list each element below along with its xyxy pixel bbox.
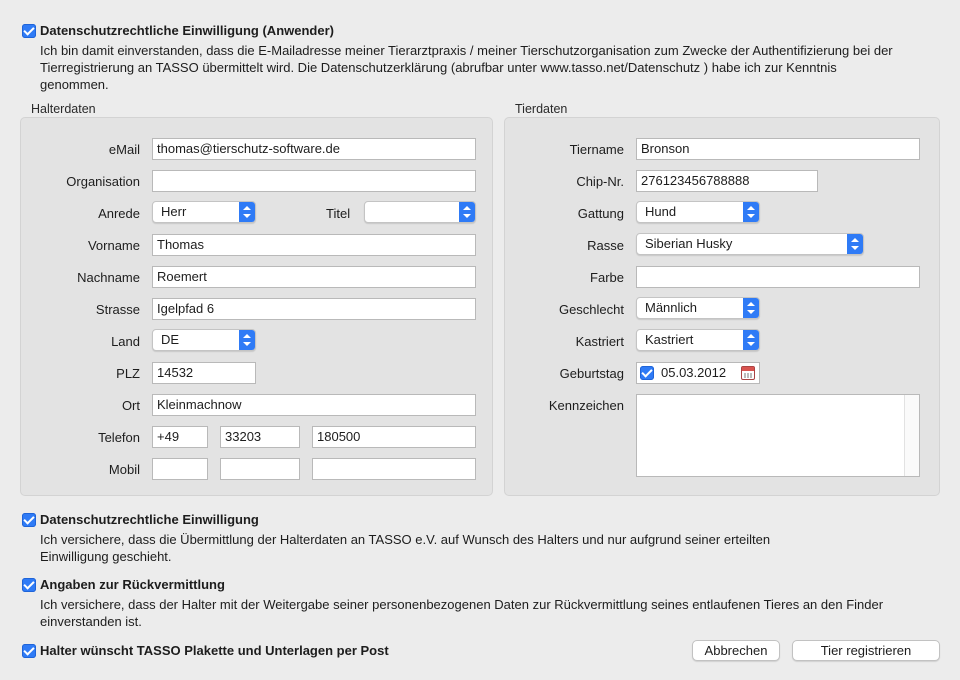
email-field[interactable]: thomas@tierschutz-software.de [152,138,476,160]
rasse-stepper-icon [847,234,863,254]
land-value: DE [161,332,180,347]
kastriert-value: Kastriert [645,332,694,347]
consent-user-text-2: Tierregistrierung an TASSO übermittelt wird. Die Datenschutzerklärung (abrufbar unter www.tasso.net/Datenschutz ) habe ich zur Kenntnis [40,60,837,75]
kastriert-stepper-icon [743,330,759,350]
mobil-label: Mobil [108,462,140,477]
rasse-value: Siberian Husky [645,236,733,251]
consent-owner-text-1: Ich versichere, dass die Übermittlung der Halterdaten an TASSO e.V. auf Wunsch des Halters und nur aufgrund seiner erteilten [40,532,771,547]
halter-group-label: Halterdaten [31,102,96,116]
geburtstag-label: Geburtstag [559,366,624,381]
titel-label: Titel [326,206,351,221]
tiername-label: Tiername [569,142,624,157]
kennzeichen-scrollbar[interactable] [904,395,919,476]
ort-label: Ort [121,398,140,413]
calendar-icon[interactable] [741,366,755,380]
telefon-label: Telefon [98,430,140,445]
farbe-field[interactable] [636,266,920,288]
telefon-number-field[interactable]: 180500 [312,426,476,448]
mobil-number-field[interactable] [312,458,476,480]
organisation-field[interactable] [152,170,476,192]
geburtstag-checkbox[interactable] [640,366,654,380]
rasse-select[interactable] [636,233,864,255]
vorname-field[interactable]: Thomas [152,234,476,256]
anrede-label: Anrede [98,206,140,221]
geschlecht-label: Geschlecht [558,302,624,317]
geschlecht-stepper-icon [743,298,759,318]
consent-return-text-1: Ich versichere, dass der Halter mit der Weitergabe seiner personenbezogenen Daten zur Rückvermittlung seines entlaufenen Tieres an den Finder [40,597,884,612]
consent-user-text-3: genommen. [40,77,109,92]
consent-owner-title: Datenschutzrechtliche Einwilligung [40,512,259,527]
telefon-area-field[interactable]: 33203 [220,426,300,448]
mobil-country-field[interactable] [152,458,208,480]
anrede-value: Herr [161,204,187,219]
titel-stepper-icon [459,202,475,222]
land-label: Land [111,334,140,349]
chip-field[interactable]: 276123456788888 [636,170,818,192]
organisation-label: Organisation [66,174,140,189]
plz-field[interactable]: 14532 [152,362,256,384]
email-label: eMail [108,142,140,157]
consent-return-text-2: einverstanden ist. [40,614,142,629]
nachname-field[interactable]: Roemert [152,266,476,288]
gattung-label: Gattung [577,206,624,221]
consent-user-checkbox[interactable] [22,24,36,38]
anrede-select[interactable] [152,201,256,223]
anrede-stepper-icon [239,202,255,222]
land-stepper-icon [239,330,255,350]
plz-label: PLZ [116,366,140,381]
kennzeichen-label: Kennzeichen [548,398,624,413]
kastriert-select[interactable] [636,329,760,351]
geschlecht-select[interactable] [636,297,760,319]
nachname-label: Nachname [77,270,140,285]
consent-owner-text-2: Einwilligung geschieht. [40,549,172,564]
vorname-label: Vorname [87,238,140,253]
gattung-select[interactable] [636,201,760,223]
telefon-country-field[interactable]: +49 [152,426,208,448]
chip-label: Chip-Nr. [576,174,624,189]
consent-user-title: Datenschutzrechtliche Einwilligung (Anwender) [40,23,334,38]
tier-group-label: Tierdaten [515,102,568,116]
farbe-label: Farbe [590,270,624,285]
ort-field[interactable]: Kleinmachnow [152,394,476,416]
kennzeichen-textarea[interactable] [636,394,920,477]
rasse-label: Rasse [587,238,624,253]
geburtstag-value: 05.03.2012 [661,365,727,380]
consent-owner-checkbox[interactable] [22,513,36,527]
gattung-value: Hund [645,204,677,219]
gattung-stepper-icon [743,202,759,222]
kastriert-label: Kastriert [575,334,624,349]
register-button[interactable]: Tier registrieren [792,640,940,661]
titel-select[interactable] [364,201,476,223]
consent-user-text-1: Ich bin damit einverstanden, dass die E-Mailadresse meiner Tierarztpraxis / meiner Tierschutzorganisation zum Zwecke der Authentifizierung bei der [40,43,893,58]
consent-return-title: Angaben zur Rückvermittlung [40,577,225,592]
cancel-button[interactable]: Abbrechen [692,640,780,661]
geschlecht-value: Männlich [645,300,698,315]
plakette-label: Halter wünscht TASSO Plakette und Unterlagen per Post [40,643,389,658]
mobil-area-field[interactable] [220,458,300,480]
consent-return-checkbox[interactable] [22,578,36,592]
strasse-label: Strasse [95,302,140,317]
strasse-field[interactable]: Igelpfad 6 [152,298,476,320]
land-select[interactable] [152,329,256,351]
tiername-field[interactable]: Bronson [636,138,920,160]
plakette-checkbox[interactable] [22,644,36,658]
